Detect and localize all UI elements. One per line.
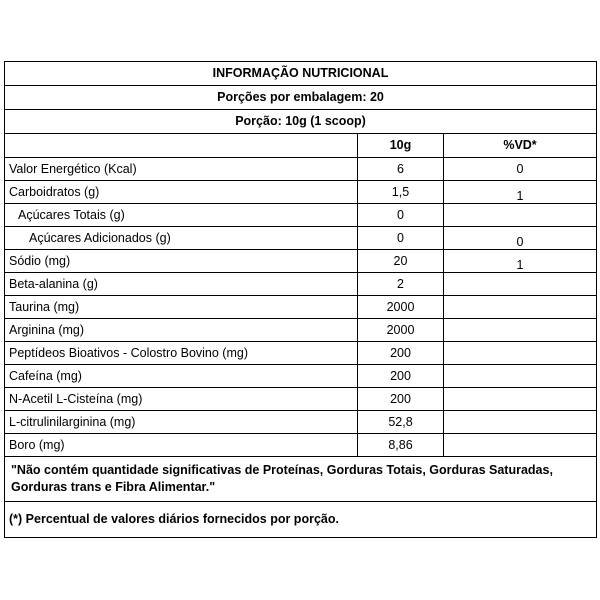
table-row <box>5 434 597 457</box>
nutrient-name: Boro (mg) <box>5 434 358 457</box>
nutrient-amount: 200 <box>358 365 444 388</box>
nutrient-amount: 0 <box>358 204 444 227</box>
nutrient-name: Valor Energético (Kcal) <box>5 158 358 181</box>
not-significant-note: "Não contém quantidade significativas de Proteínas, Gorduras Totais, Gorduras Saturadas, Gorduras trans e Fibra Alimentar." <box>5 457 597 502</box>
table-row <box>5 273 597 296</box>
servings-per-package: Porções por embalagem: 20 <box>5 86 597 110</box>
column-header-row <box>5 134 597 158</box>
nutrient-dv <box>444 411 597 434</box>
nutrient-dv <box>444 342 597 365</box>
table-row <box>5 365 597 388</box>
nutrient-amount: 6 <box>358 158 444 181</box>
nutrient-amount: 2 <box>358 273 444 296</box>
nutrient-name: Açúcares Adicionados (g) <box>5 227 358 250</box>
table-title: INFORMAÇÃO NUTRICIONAL <box>5 62 597 86</box>
nutrient-name: Cafeína (mg) <box>5 365 358 388</box>
table-row <box>5 296 597 319</box>
nutrient-name: Carboidratos (g) <box>5 181 358 204</box>
table-row <box>5 250 597 273</box>
dv-footnote: (*) Percentual de valores diários fornecidos por porção. <box>5 501 597 537</box>
nutrient-name: Sódio (mg) <box>5 250 358 273</box>
nutrient-dv <box>444 296 597 319</box>
nutrient-amount: 1,5 <box>358 181 444 204</box>
nutrient-dv-value: 1 <box>516 188 524 203</box>
nutrient-amount: 2000 <box>358 296 444 319</box>
nutrient-dv <box>444 388 597 411</box>
table-row <box>5 204 597 227</box>
nutrient-dv <box>444 181 597 204</box>
nutrient-amount: 52,8 <box>358 411 444 434</box>
nutrient-amount: 200 <box>358 342 444 365</box>
column-header-nutrient <box>5 134 358 158</box>
serving-size: Porção: 10g (1 scoop) <box>5 110 597 134</box>
nutrient-dv <box>444 434 597 457</box>
nutrient-dv <box>444 204 597 227</box>
nutrient-amount: 8,86 <box>358 434 444 457</box>
nutrient-dv <box>444 227 597 250</box>
nutrient-dv <box>444 250 597 273</box>
table-row <box>5 158 597 181</box>
table-row <box>5 319 597 342</box>
nutrient-amount: 200 <box>358 388 444 411</box>
nutrient-amount: 2000 <box>358 319 444 342</box>
table-row <box>5 411 597 434</box>
nutrient-amount: 20 <box>358 250 444 273</box>
table-row <box>5 388 597 411</box>
nutrient-dv <box>444 158 597 181</box>
nutrient-dv-value: 0 <box>516 234 524 249</box>
nutrient-name: Arginina (mg) <box>5 319 358 342</box>
nutrient-amount: 0 <box>358 227 444 250</box>
nutrient-name: Açúcares Totais (g) <box>5 204 358 227</box>
nutrient-dv-value: 0 <box>516 161 524 176</box>
nutrient-name: L-citrulinilarginina (mg) <box>5 411 358 434</box>
nutrient-name: Beta-alanina (g) <box>5 273 358 296</box>
nutrient-dv <box>444 319 597 342</box>
nutrient-name: N-Acetil L-Cisteína (mg) <box>5 388 358 411</box>
column-header-amount: 10g <box>358 134 444 158</box>
nutrient-name: Peptídeos Bioativos - Colostro Bovino (mg) <box>5 342 358 365</box>
column-header-dv: %VD* <box>444 134 597 158</box>
table-row <box>5 227 597 250</box>
table-row <box>5 342 597 365</box>
nutrient-name: Taurina (mg) <box>5 296 358 319</box>
nutrient-dv <box>444 273 597 296</box>
nutrient-dv-value: 1 <box>516 257 524 272</box>
nutrition-facts-table <box>4 61 597 538</box>
table-row <box>5 181 597 204</box>
nutrient-dv <box>444 365 597 388</box>
